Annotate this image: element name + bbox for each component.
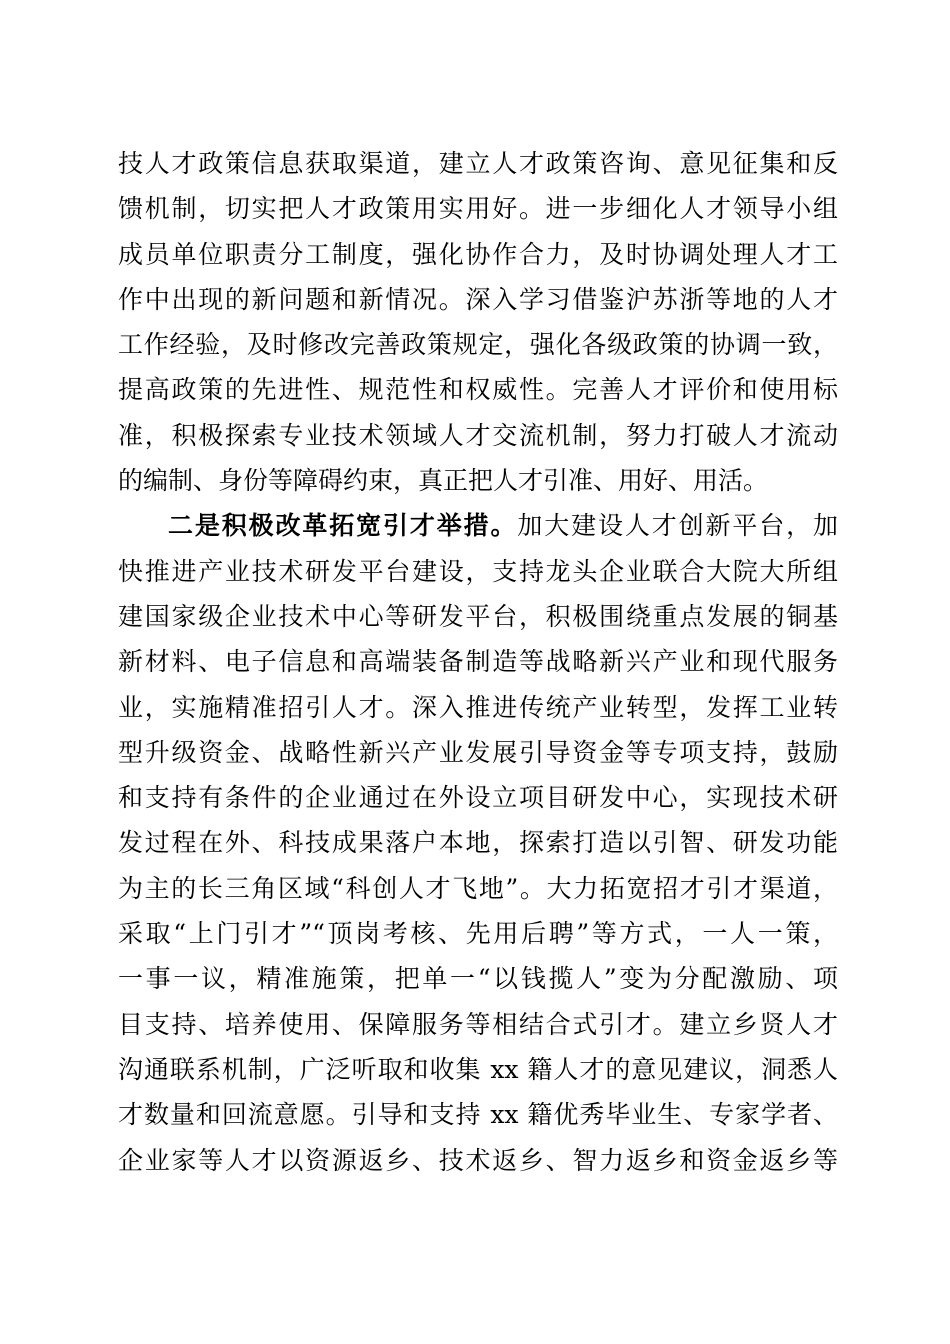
text-line: 为主的长三角区域“科创人才飞地”。大力拓宽招才引才渠道， xyxy=(118,873,838,903)
text-run: 加大建设人才创新平台，加 xyxy=(517,511,838,541)
text-line: 提高政策的先进性、规范性和权威性。完善人才评价和使用标 xyxy=(118,375,838,405)
text-line: 新材料、电子信息和高端装备制造等战略新兴产业和现代服务 xyxy=(118,647,838,677)
text-line: 发过程在外、科技成果落户本地，探索打造以引智、研发功能 xyxy=(118,828,838,858)
text-line: 和支持有条件的企业通过在外设立项目研发中心，实现技术研 xyxy=(118,783,838,813)
text-line: 馈机制，切实把人才政策用实用好。进一步细化人才领导小组 xyxy=(118,194,838,224)
text-line: 成员单位职责分工制度，强化协作合力，及时协调处理人才工 xyxy=(118,239,838,269)
paragraph-first-line xyxy=(118,503,838,548)
paragraph-talent-recruitment xyxy=(118,503,838,1182)
text-line: 建国家级企业技术中心等研发平台，积极围绕重点发展的铜基 xyxy=(118,601,838,631)
text-line: 作中出现的新问题和新情况。深入学习借鉴沪苏浙等地的人才 xyxy=(118,284,838,314)
text-line: 采取“上门引才”“顶岗考核、先用后聘”等方式，一人一策， xyxy=(118,919,838,949)
text-line: 业，实施精准招引人才。深入推进传统产业转型，发挥工业转 xyxy=(118,692,838,722)
text-line: 技人才政策信息获取渠道，建立人才政策咨询、意见征集和反 xyxy=(118,149,838,178)
text-line: 型升级资金、战略性新兴产业发展引导资金等专项支持，鼓励 xyxy=(118,737,838,767)
text-line: 准，积极探索专业技术领域人才交流机制，努力打破人才流动 xyxy=(118,420,838,450)
paragraph-heading: 二是积极改革拓宽引才举措。 xyxy=(168,511,518,541)
document-body xyxy=(118,141,838,1183)
text-line: 沟通联系机制，广泛听取和收集 xx 籍人才的意见建议，洞悉人 xyxy=(118,1054,838,1084)
paragraph-policy-mechanism xyxy=(118,141,838,503)
text-line: 目支持、培养使用、保障服务等相结合式引才。建立乡贤人才 xyxy=(118,1009,838,1039)
text-line: 才数量和回流意愿。引导和支持 xx 籍优秀毕业生、专家学者、 xyxy=(118,1100,838,1130)
text-line: 一事一议，精准施策，把单一“以钱揽人”变为分配激励、项 xyxy=(118,964,838,994)
text-line: 的编制、身份等障碍约束，真正把人才引准、用好、用活。 xyxy=(118,466,769,496)
text-line: 企业家等人才以资源返乡、技术返乡、智力返乡和资金返乡等 xyxy=(118,1145,838,1175)
text-line: 快推进产业技术研发平台建设，支持龙头企业联合大院大所组 xyxy=(118,556,838,586)
text-line: 工作经验，及时修改完善政策规定，强化各级政策的协调一致， xyxy=(118,330,838,360)
